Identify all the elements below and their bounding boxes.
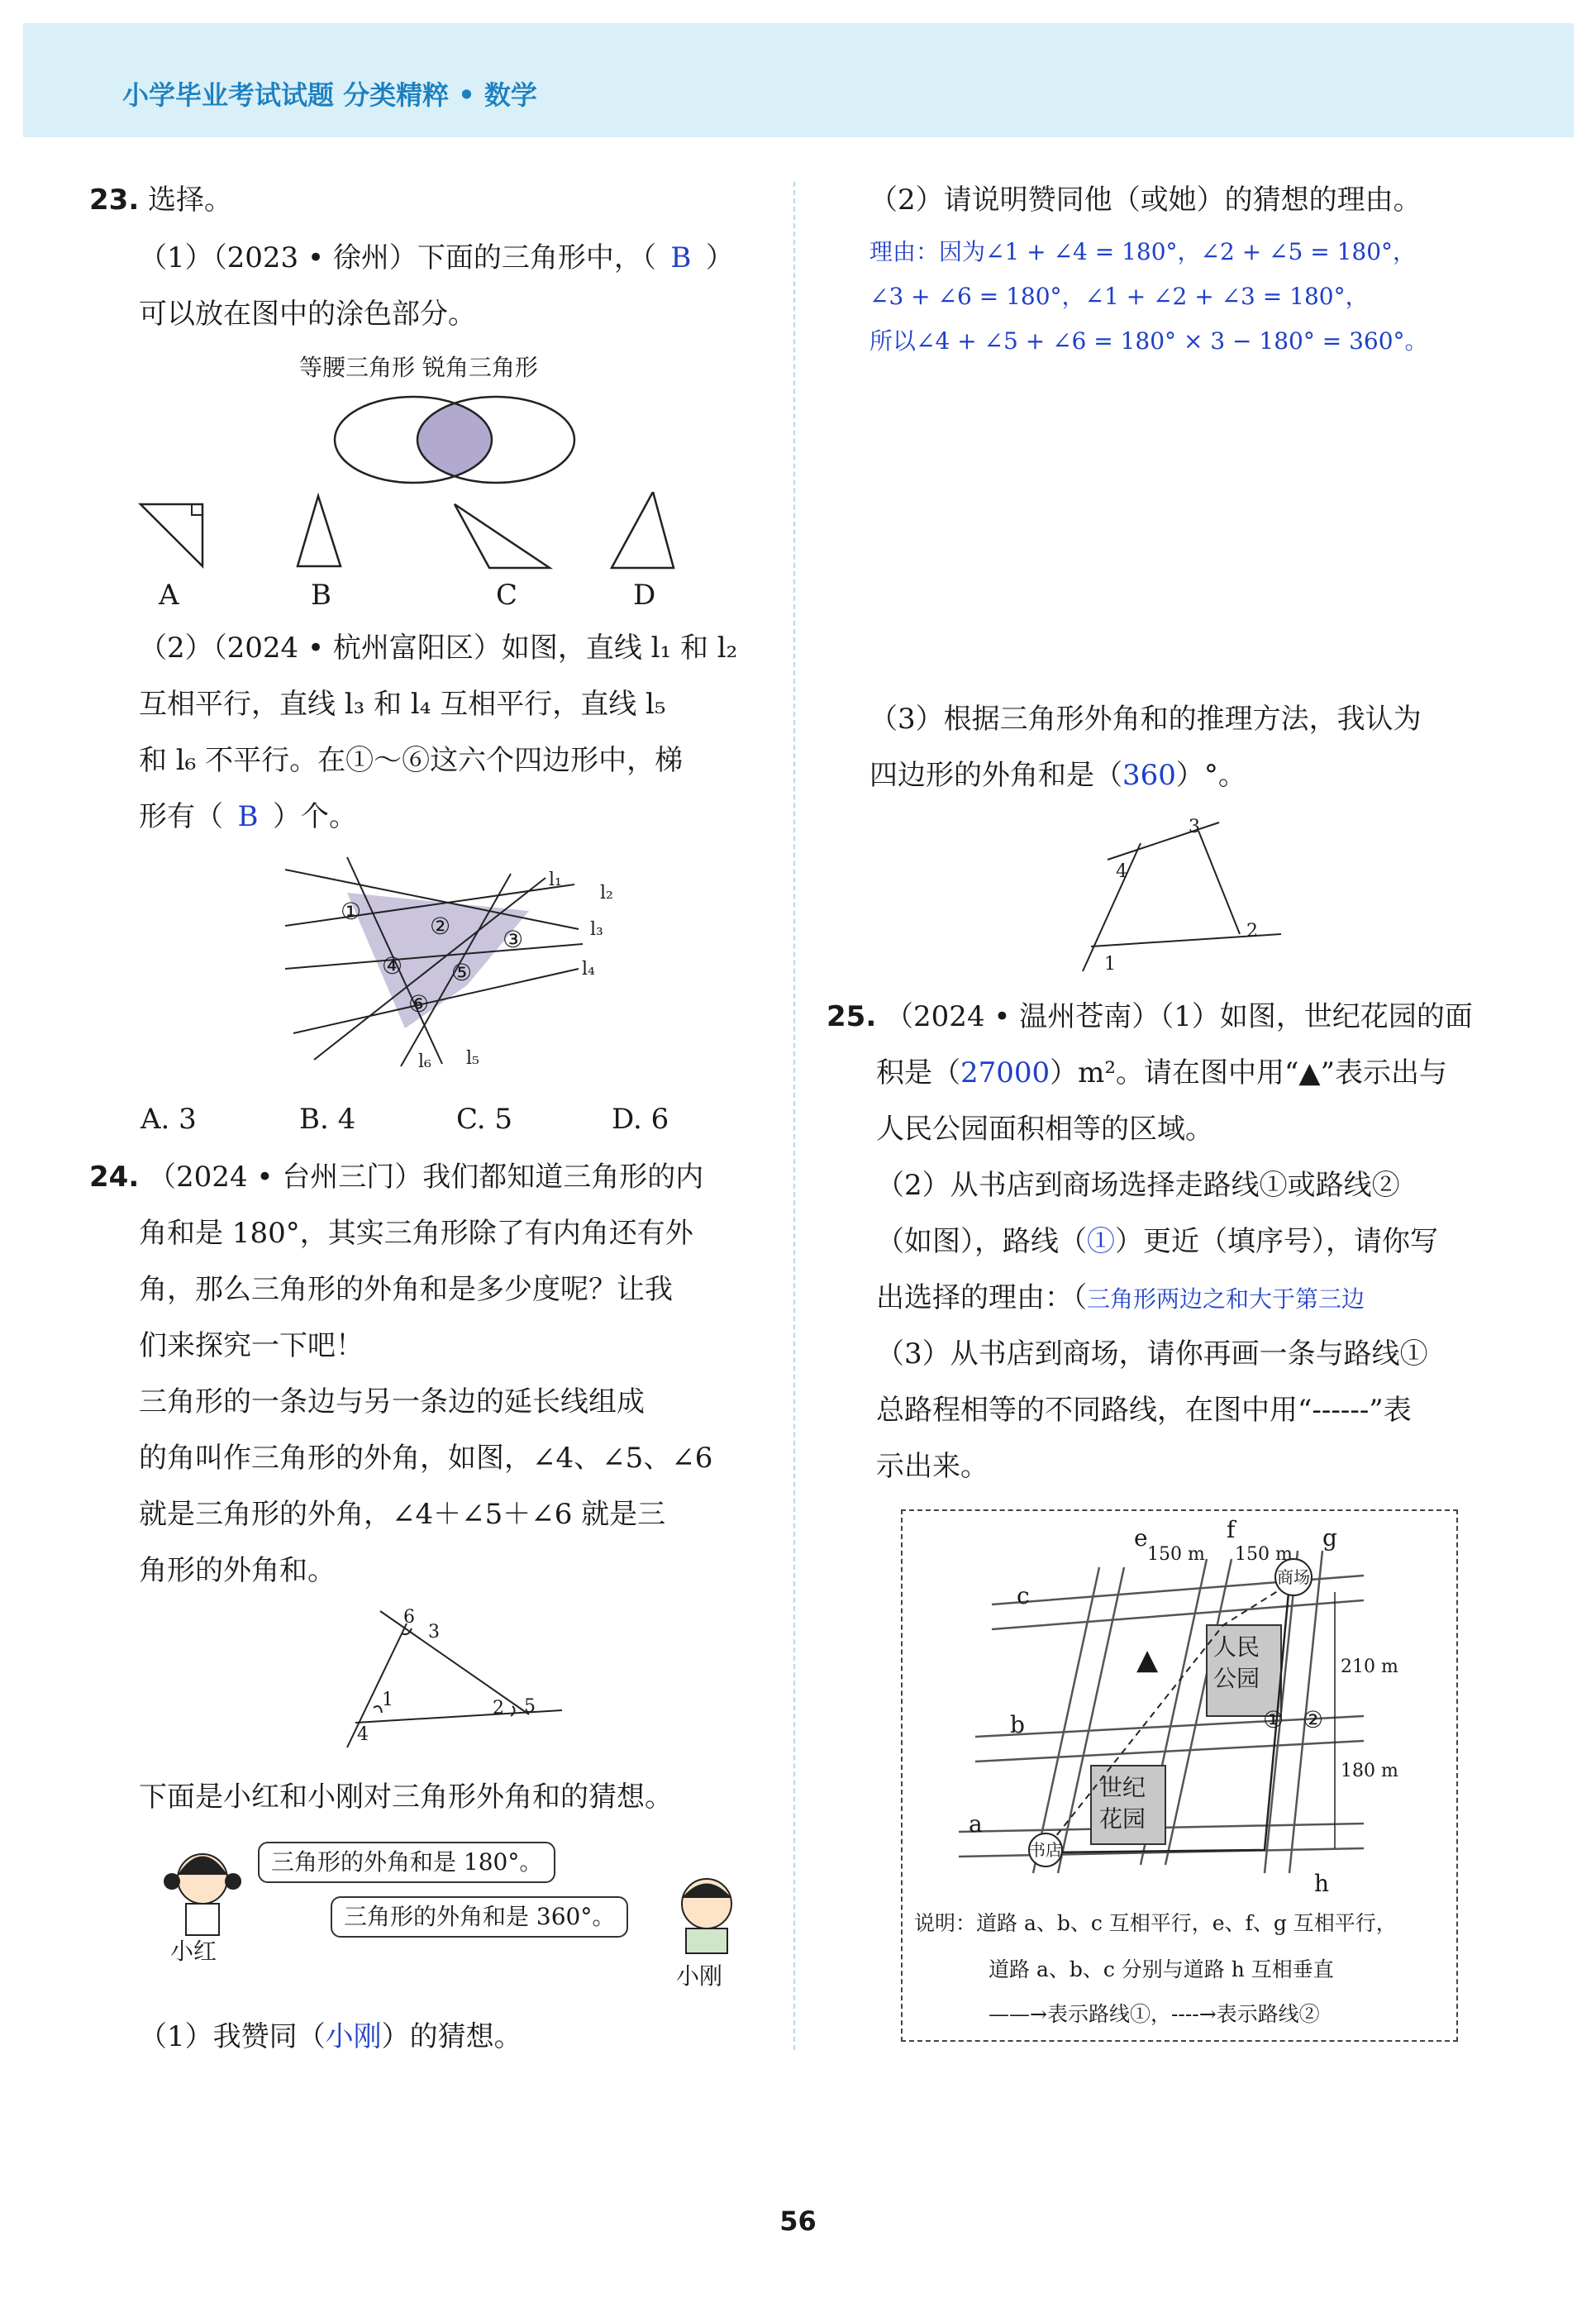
quad-angle-3: 3 <box>1189 817 1200 837</box>
q25-p3-line2: 总路程相等的不同路线，在图中用“------”表 <box>876 1394 1412 1427</box>
q23-heading <box>89 184 232 217</box>
line-l1: l₁ <box>549 870 562 890</box>
q24-p2-reason-1: 理由：因为∠1 + ∠4 = 180°，∠2 + ∠5 = 180°， <box>869 238 1417 265</box>
q24-line-6: 就是三角形的外角，∠4＋∠5＋∠6 就是三 <box>139 1498 666 1531</box>
q25-area-answer: 27000 <box>960 1056 1051 1089</box>
map-road-c: c <box>1017 1582 1030 1609</box>
map-route-2: ② <box>1303 1706 1324 1733</box>
road-a-bottom <box>959 1848 1364 1857</box>
map-road-h: h <box>1314 1870 1330 1897</box>
angle-1: 1 <box>382 1690 393 1710</box>
map-route-1: ① <box>1263 1706 1284 1733</box>
xiaogang-bubble: 三角形的外角和是 360°。 <box>331 1896 628 1938</box>
venn-labels: 等腰三角形 锐角三角形 <box>299 354 538 381</box>
region-5: ⑤ <box>451 959 473 986</box>
q24-line-4: 三角形的一条边与另一条边的延长线组成 <box>139 1385 645 1418</box>
map-road-e: e <box>1134 1524 1148 1552</box>
road-e-left <box>1033 1567 1099 1873</box>
triangle-b <box>298 496 341 566</box>
triangle-a <box>141 504 202 566</box>
q25-p2-line1: （2）从书店到商场选择走路线①或路线② <box>876 1169 1400 1202</box>
q25-number: 25. <box>827 1000 877 1033</box>
q24-p3-text-end: ）°。 <box>1175 759 1246 792</box>
line-l4: l₄ <box>582 959 595 980</box>
line-l3: l₃ <box>590 919 603 940</box>
q25-p2-text-end: ）更近（填序号），请你写 <box>1115 1225 1438 1258</box>
map-garden-1: 世纪 <box>1099 1774 1146 1801</box>
line-l5: l₅ <box>466 1048 479 1069</box>
q24-p2-reason-3: 所以∠4 + ∠5 + ∠6 = 180° × 3 − 180° = 360°。 <box>869 327 1428 355</box>
map-note-3: ——→表示路线①，----→表示路线② <box>989 2002 1320 2026</box>
q24-p1-answer: 小刚 <box>325 2020 382 2053</box>
q23-p1-answer: B <box>670 241 692 274</box>
q23-p2-line3: 和 l₆ 不平行。在①～⑥这六个四边形中，梯 <box>139 744 684 777</box>
region-4: ④ <box>382 952 403 980</box>
map-park-2: 公园 <box>1213 1665 1260 1692</box>
q23-p1-line1 <box>139 241 734 275</box>
q23-p1-line2: 可以放在图中的涂色部分。 <box>139 298 476 331</box>
line-l6: l₆ <box>418 1051 431 1072</box>
option-a-label: A <box>159 579 179 612</box>
q23-p2-text-end: ）个。 <box>273 800 357 833</box>
q24-p1-text-end: ）的猜想。 <box>381 2020 522 2053</box>
q25-text-2: 积是（ <box>876 1056 960 1089</box>
q24-number: 24. <box>89 1161 140 1194</box>
q25-text-2-end: ）m²。请在图中用“▲”表示出与 <box>1050 1056 1447 1089</box>
page-number: 56 <box>779 2205 817 2237</box>
map-garden-2: 花园 <box>1099 1805 1146 1833</box>
map-note-2: 道路 a、b、c 分别与道路 h 互相垂直 <box>989 1957 1334 1981</box>
guess-intro: 下面是小红和小刚对三角形外角和的猜想。 <box>139 1781 673 1814</box>
q24-line-7: 角形的外角和。 <box>139 1554 336 1587</box>
map-dim-right2: 180 m <box>1341 1761 1398 1781</box>
map-dim-top2: 150 m <box>1235 1544 1293 1565</box>
q23-p2-answer: B <box>237 800 259 833</box>
header-title: 小学毕业考试试题 分类精粹 • 数学 <box>122 79 537 111</box>
route-1-path <box>1050 1584 1289 1852</box>
xiaohong-bubble: 三角形的外角和是 180°。 <box>258 1842 555 1883</box>
road-c-bottom <box>992 1600 1364 1629</box>
choice-c: C. 5 <box>456 1103 513 1136</box>
q23-p1-text: （1）（2023 • 徐州）下面的三角形中，（ <box>139 241 656 274</box>
map-dim-right1: 210 m <box>1341 1657 1398 1677</box>
q24-line-2: 角，那么三角形的外角和是多少度呢？让我 <box>139 1273 673 1306</box>
q24-p2-reason-2: ∠3 + ∠6 = 180°，∠1 + ∠2 + ∠3 = 180°， <box>869 283 1369 310</box>
q24-p3-line1: （3）根据三角形外角和的推理方法，我认为 <box>869 703 1422 736</box>
q25-line3: 人民公园面积相等的区域。 <box>876 1113 1213 1146</box>
q25-p3-line3: 示出来。 <box>876 1450 989 1483</box>
q25-p2-line2 <box>876 1225 1438 1259</box>
choice-b: B. 4 <box>299 1103 356 1136</box>
q23-p2-text: 形有（ <box>139 800 223 833</box>
q25-line1 <box>827 1000 1473 1034</box>
line-l2: l₂ <box>600 883 613 903</box>
map-note-1: 说明：道路 a、b、c 互相平行，e、f、g 互相平行， <box>914 1911 1397 1935</box>
choice-d: D. 6 <box>612 1103 669 1136</box>
q23-p2-line2: 互相平行，直线 l₃ 和 l₄ 互相平行，直线 l₅ <box>139 688 666 721</box>
quad-angle-4: 4 <box>1116 861 1127 882</box>
q23-p2-line4 <box>139 800 357 834</box>
q25-p2-line3 <box>876 1281 1365 1315</box>
region-6: ⑥ <box>408 990 430 1018</box>
map-road-f: f <box>1227 1516 1236 1543</box>
region-1: ① <box>341 898 362 925</box>
q25-p2-reason: 三角形两边之和大于第三边 <box>1087 1285 1365 1313</box>
option-c-label: C <box>496 579 518 612</box>
map-road-a: a <box>969 1810 983 1838</box>
region-2: ② <box>430 913 451 940</box>
q25-line2 <box>876 1056 1447 1090</box>
xiaogang-name: 小刚 <box>676 1962 723 1990</box>
q24-text-0: （2024 • 台州三门）我们都知道三角形的内 <box>148 1161 704 1194</box>
map-figure <box>934 1526 1430 1898</box>
road-b-bottom <box>975 1741 1364 1762</box>
map-road-b: b <box>1010 1711 1025 1738</box>
xiaohong-name: 小红 <box>170 1938 217 1965</box>
q24-line-3: 们来探究一下吧！ <box>139 1329 364 1362</box>
q24-p3-answer: 360 <box>1122 759 1176 792</box>
q24-p2-question: （2）请说明赞同他（或她）的猜想的理由。 <box>869 184 1422 217</box>
q24-line-0 <box>89 1161 703 1194</box>
quad-angle-2: 2 <box>1246 921 1258 942</box>
map-road-g: g <box>1322 1524 1337 1552</box>
option-d-label: D <box>633 579 656 612</box>
right-angle-mark <box>192 504 202 515</box>
q25-p2-text: （如图），路线（ <box>876 1225 1087 1258</box>
quad-angle-1: 1 <box>1104 954 1116 975</box>
q24-line-5: 的角叫作三角形的外角，如图，∠4、∠5、∠6 <box>139 1442 713 1475</box>
q25-p3-line1: （3）从书店到商场，请你再画一条与路线① <box>876 1337 1428 1371</box>
xiaogang-avatar <box>661 1867 752 1957</box>
angle-4: 4 <box>357 1724 369 1745</box>
column-divider <box>793 182 795 2050</box>
venn-diagram <box>331 390 579 489</box>
q23-title: 选择。 <box>148 184 233 217</box>
q23-p1-text-end: ） <box>705 241 734 274</box>
quadrilateral-figure <box>1074 818 1306 975</box>
q23-p2-line1: （2）（2024 • 杭州富阳区）如图，直线 l₁ 和 l₂ <box>139 632 738 665</box>
choice-a: A. 3 <box>141 1103 197 1136</box>
option-b-label: B <box>311 579 331 612</box>
q24-p3-line2 <box>869 759 1246 793</box>
angle-3: 3 <box>428 1622 440 1642</box>
q25-text-1: （2024 • 温州苍南）（1）如图，世纪花园的面 <box>885 1000 1473 1033</box>
triangle-d <box>612 492 674 568</box>
angle-2: 2 <box>493 1698 504 1719</box>
q24-p1 <box>139 2020 522 2054</box>
triangle-c <box>455 504 550 568</box>
xiaohong-avatar <box>157 1842 248 1938</box>
q24-p1-text: （1）我赞同（ <box>139 2020 326 2053</box>
angle-6: 6 <box>403 1607 415 1628</box>
angle-5: 5 <box>524 1696 536 1717</box>
map-dim-top1: 150 m <box>1147 1544 1205 1565</box>
map-triangle: ▲ <box>1136 1643 1159 1676</box>
q25-p2-reason-label: 出选择的理由：（ <box>876 1281 1087 1314</box>
map-bookstore: 书店 <box>1029 1840 1062 1860</box>
map-mall: 商场 <box>1277 1567 1310 1587</box>
triangle-options <box>132 492 694 574</box>
q23-number: 23. <box>89 184 140 217</box>
region-3: ③ <box>503 926 524 953</box>
q24-line-1: 角和是 180°，其实三角形除了有内角还有外 <box>139 1217 693 1250</box>
q25-p2-answer: ① <box>1087 1225 1115 1258</box>
q24-p3-text: 四边形的外角和是（ <box>869 759 1122 792</box>
map-park-1: 人民 <box>1213 1633 1260 1661</box>
